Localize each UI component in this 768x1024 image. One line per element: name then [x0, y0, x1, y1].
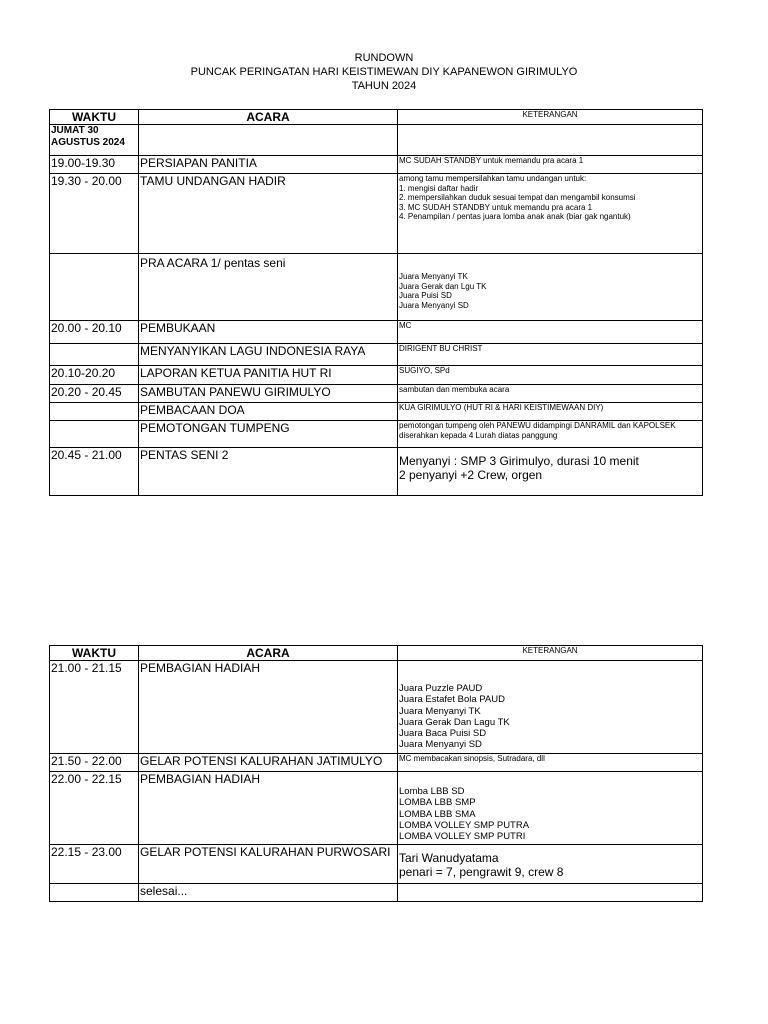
table-row	[50, 884, 703, 902]
column-header-waktu: WAKTU	[50, 646, 139, 661]
keterangan-cell: Juara Puzzle PAUD Juara Estafet Bola PAUD Juara Menyanyi TK Juara Gerak Dan Lagu TK Juara Baca Puisi SD Juara Menyanyi SD	[398, 661, 703, 754]
rundown-table-1	[49, 109, 703, 496]
table-header-row	[50, 110, 703, 125]
acara-cell: selesai...	[139, 884, 398, 902]
date-cell: JUMAT 30 AGUSTUS 2024	[50, 125, 139, 156]
acara-cell: PRA ACARA 1/ pentas seni	[139, 254, 398, 321]
table-row	[50, 772, 703, 845]
title-year: TAHUN 2024	[351, 80, 417, 92]
acara-cell: MENYANYIKAN LAGU INDONESIA RAYA	[139, 344, 398, 366]
table-header-row	[50, 646, 703, 661]
waktu-cell: 21.50 - 22.00	[50, 754, 139, 772]
keterangan-cell: SUGIYO, SPd	[398, 366, 703, 385]
table-row	[50, 174, 703, 254]
keterangan-cell: MC	[398, 321, 703, 344]
table-row	[50, 385, 703, 403]
acara-cell: GELAR POTENSI KALURAHAN JATIMULYO	[139, 754, 398, 772]
acara-cell: PEMOTONGAN TUMPENG	[139, 421, 398, 448]
table-row	[50, 156, 703, 174]
waktu-cell	[50, 344, 139, 366]
keterangan-cell: Tari Wanudyatama penari = 7, pengrawit 9, crew 8	[398, 845, 703, 884]
table-row	[50, 448, 703, 496]
table-row	[50, 845, 703, 884]
rundown-table-2	[49, 645, 703, 902]
waktu-cell: 19.00-19.30	[50, 156, 139, 174]
column-header-acara: ACARA	[139, 110, 398, 125]
acara-cell: PEMBACAAN DOA	[139, 403, 398, 421]
keterangan-cell: MC membacakan sinopsis, Sutradara, dll	[398, 754, 703, 772]
keterangan-cell: KUA GIRIMULYO (HUT RI & HARI KEISTIMEWAAN DIY)	[398, 403, 703, 421]
keterangan-cell: Lomba LBB SD LOMBA LBB SMP LOMBA LBB SMA LOMBA VOLLEY SMP PUTRA LOMBA VOLLEY SMP PUTRI	[398, 772, 703, 845]
keterangan-cell	[398, 884, 703, 902]
column-header-acara: ACARA	[139, 646, 398, 661]
acara-cell: PEMBAGIAN HADIAH	[139, 772, 398, 845]
acara-cell: PEMBUKAAN	[139, 321, 398, 344]
keterangan-cell: among tamu mempersilahkan tamu undangan untuk: 1. mengisi daftar hadir 2. mempersilahkan duduk sesuai tempat dan mengambil konsumsi 3. MC SUDAH STANDBY untuk memandu pra acara 1 4. Penampilan / pentas juara lomba anak anak (biar gak ngantuk)	[398, 174, 703, 254]
waktu-cell: 19.30 - 20.00	[50, 174, 139, 254]
column-header-waktu: WAKTU	[50, 110, 139, 125]
keterangan-cell: pemotongan tumpeng oleh PANEWU didampingi DANRAMIL dan KAPOLSEK diserahkan kepada 4 Lurah diatas panggung	[398, 421, 703, 448]
keterangan-cell: DIRIGENT BU CHRIST	[398, 344, 703, 366]
keterangan-cell: Menyanyi : SMP 3 Girimulyo, durasi 10 menit 2 penyanyi +2 Crew, orgen	[398, 448, 703, 496]
acara-cell: SAMBUTAN PANEWU GIRIMULYO	[139, 385, 398, 403]
waktu-cell: 20.45 - 21.00	[50, 448, 139, 496]
waktu-cell: 22.15 - 23.00	[50, 845, 139, 884]
acara-cell: LAPORAN KETUA PANITIA HUT RI	[139, 366, 398, 385]
title-event: PUNCAK PERINGATAN HARI KEISTIMEWAN DIY KAPANEWON GIRIMULYO	[190, 66, 578, 78]
waktu-cell: 20.20 - 20.45	[50, 385, 139, 403]
acara-cell: PERSIAPAN PANITIA	[139, 156, 398, 174]
acara-cell: TAMU UNDANGAN HADIR	[139, 174, 398, 254]
acara-cell: GELAR POTENSI KALURAHAN PURWOSARI	[139, 845, 398, 884]
acara-cell: PEMBAGIAN HADIAH	[139, 661, 398, 754]
waktu-cell	[50, 254, 139, 321]
waktu-cell: 20.10-20.20	[50, 366, 139, 385]
column-header-keterangan: KETERANGAN	[398, 646, 703, 661]
table-row	[50, 661, 703, 754]
keterangan-cell: sambutan dan membuka acara	[398, 385, 703, 403]
waktu-cell: 20.00 - 20.10	[50, 321, 139, 344]
table-row	[50, 754, 703, 772]
date-row	[50, 125, 703, 156]
table-row	[50, 344, 703, 366]
title-rundown: RUNDOWN	[354, 52, 414, 64]
table-row	[50, 421, 703, 448]
table-row	[50, 321, 703, 344]
keterangan-cell: MC SUDAH STANDBY untuk memandu pra acara 1	[398, 156, 703, 174]
keterangan-cell: Juara Menyanyi TK Juara Gerak dan Lgu TK Juara Puisi SD Juara Menyanyi SD	[398, 254, 703, 321]
table-row	[50, 254, 703, 321]
table-row	[50, 366, 703, 385]
waktu-cell	[50, 884, 139, 902]
table-row	[50, 403, 703, 421]
waktu-cell	[50, 403, 139, 421]
acara-cell: PENTAS SENI 2	[139, 448, 398, 496]
waktu-cell	[50, 421, 139, 448]
waktu-cell: 22.00 - 22.15	[50, 772, 139, 845]
waktu-cell: 21.00 - 21.15	[50, 661, 139, 754]
column-header-keterangan: KETERANGAN	[398, 110, 703, 125]
